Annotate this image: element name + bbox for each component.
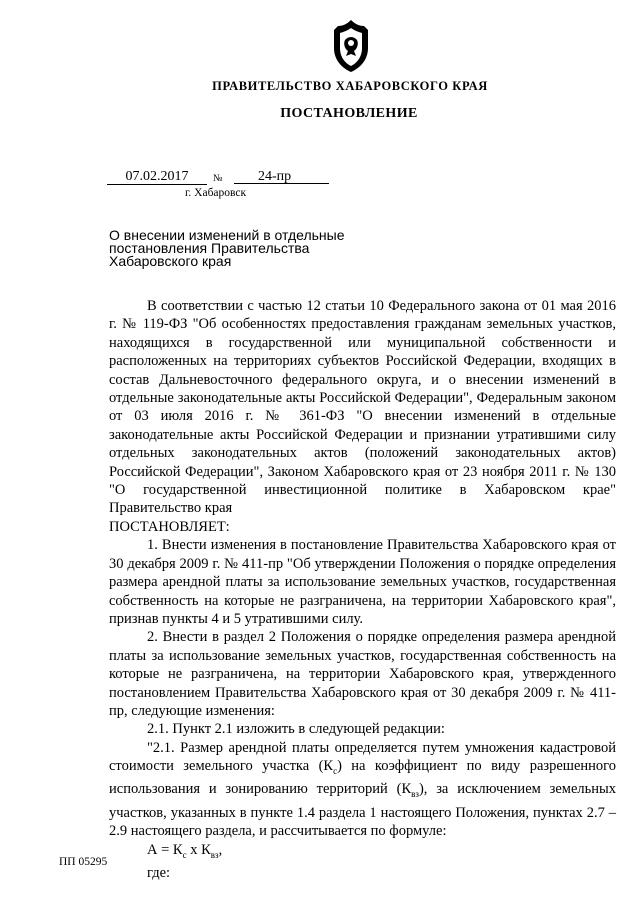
formula: $А = К_с$ x $К_{вз}$,: [147, 841, 223, 860]
document-date: 07.02.2017: [107, 170, 207, 185]
where-label: где:: [147, 864, 171, 881]
item-2-paragraph: 2. Внести в раздел 2 Положения о порядке определения размера арендной платы за использование земельных участков, государственная собственность на которые не разграничена, на территории Хабаровского края, утвержденного постановлением Правительства Хабаровского края от 30 декабря 2009 г. № 411-пр, следующие изменения:: [109, 629, 616, 719]
coat-of-arms-icon: [328, 18, 374, 74]
item-1-paragraph: 1. Внести изменения в постановление Правительства Хабаровского края от 30 декабря 2009 г. № 411-пр "Об утверждении Положения о порядке определения размера арендной платы за использование земельных участков, государственная собственность на которые не разграничена, на территории Хабаровского края", признав пункты 4 и 5 утратившими силу.: [109, 537, 616, 627]
quoted-paragraph: "2.1. Размер арендной платы определяется путем умножения кадастровой стоимости земельного участка $(К_с)$ на коэффициент по виду разрешенного использования и зонированию территорий $(К_{вз})$, за исключением земельных участков, указанных в пункте 1.4 раздела 1 настоящего Положения, пунктах 2.7 – 2.9 настоящего раздела, и рассчитывается по формуле:: [109, 739, 616, 840]
document-number: 24-пр: [234, 170, 329, 184]
document-body: [109, 297, 616, 882]
document-subject: О внесении изменений в отдельные постановления Правительства Хабаровского края: [109, 227, 345, 269]
government-title: ПРАВИТЕЛЬСТВО ХАБАРОВСКОГО КРАЯ: [212, 79, 488, 93]
document-type-heading: ПОСТАНОВЛЕНИЕ: [280, 106, 418, 121]
resolves-heading: ПОСТАНОВЛЯЕТ:: [109, 518, 230, 535]
number-sign: №: [213, 173, 223, 184]
footer-document-code: ПП 05295: [59, 856, 108, 868]
preamble-paragraph: В соответствии с частью 12 статьи 10 Федерального закона от 01 мая 2016 г. № 119-ФЗ "Об особенностях предоставления гражданам земельных участков, находящихся в государственной или муниципальной собственности и расположенных на территориях субъектов Российской Федерации, входящих в состав Дальневосточного федерального округа, и о внесении изменений в отдельные законодательные акты Российской Федерации", Федеральным законом от 03 июля 2016 г. № 361-ФЗ "О внесении изменений в отдельные законодательные акты Российской Федерации и признании утратившими силу отдельных законодательных актов (положений законодательных актов) Российской Федерации", Законом Хабаровского края от 23 ноября 2011 г. № 130 "О государственной инвестиционной политике в Хабаровском крае" Правительство края: [109, 298, 616, 517]
item-2-1-paragraph: 2.1. Пункт 2.1 изложить в следующей редакции:: [147, 721, 445, 738]
document-city: г. Хабаровск: [185, 187, 247, 199]
